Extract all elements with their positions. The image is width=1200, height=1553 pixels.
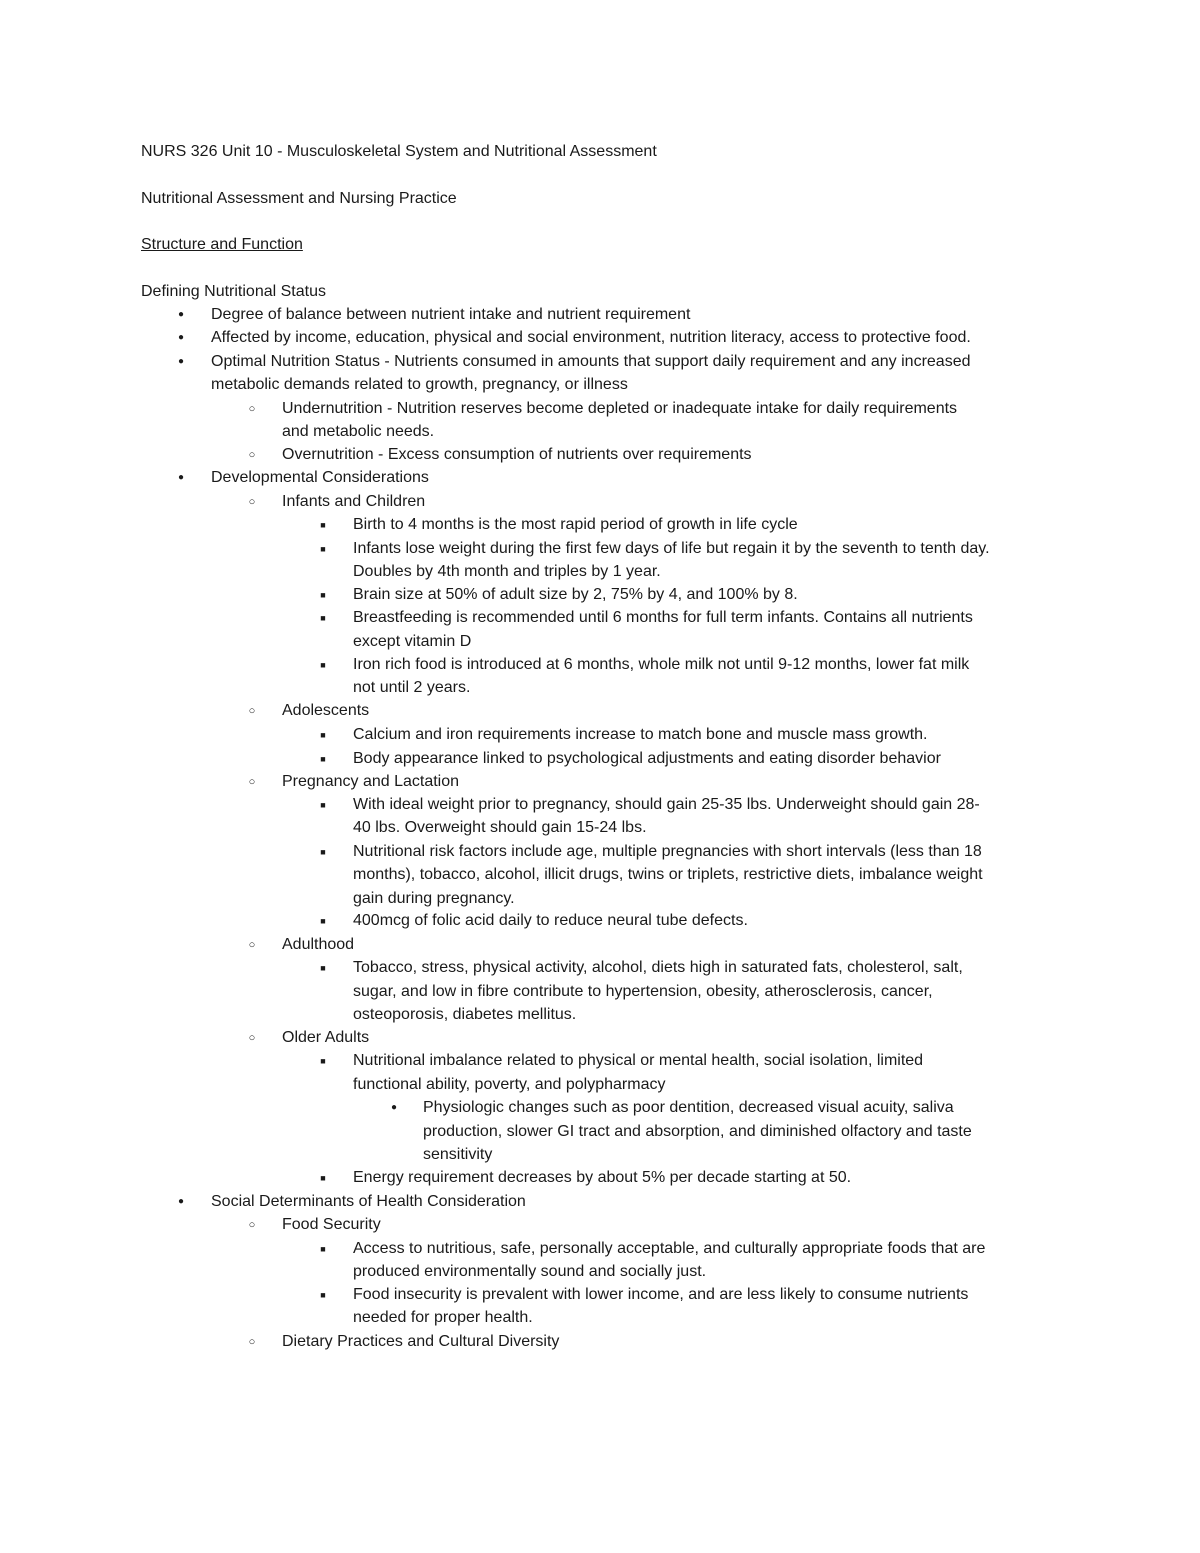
list-item-continuation: needed for proper health. [353,1309,533,1326]
list-item: Calcium and iron requirements increase to match bone and muscle mass growth. [353,726,928,743]
list-item: Social Determinants of Health Consideration [211,1193,526,1210]
circle-bullet-icon: ○ [248,449,256,461]
list-item-continuation: months), tobacco, alcohol, illicit drugs, twins or triplets, restrictive diets, imbalance weight [353,866,983,883]
square-bullet-icon: ■ [320,730,326,740]
list-item: Nutritional imbalance related to physical or mental health, social isolation, limited [353,1052,924,1069]
list-item: Access to nutritious, safe, personally acceptable, and culturally appropriate foods that are [353,1240,986,1257]
disc-bullet-icon: ● [177,1196,185,1207]
list-item: Breastfeeding is recommended until 6 months for full term infants. Contains all nutrients [353,609,973,626]
list-item: Older Adults [282,1029,370,1046]
list-item: Iron rich food is introduced at 6 months, whole milk not until 9-12 months, lower fat milk [353,656,970,673]
list-item-continuation: produced environmentally sound and socially just. [353,1263,707,1280]
list-item: Overnutrition - Excess consumption of nutrients over requirements [282,446,752,463]
list-item-continuation: not until 2 years. [353,679,471,696]
disc-bullet-icon: ● [177,472,185,483]
list-item: Infants and Children [282,493,426,510]
square-bullet-icon: ■ [320,847,326,857]
list-item: Energy requirement decreases by about 5% per decade starting at 50. [353,1169,852,1186]
disc-bullet-icon: ● [177,332,185,343]
square-bullet-icon: ■ [320,613,326,623]
list-item-continuation: production, slower GI tract and absorption, and diminished olfactory and taste [423,1123,972,1140]
list-item: Birth to 4 months is the most rapid period of growth in life cycle [353,516,798,533]
circle-bullet-icon: ○ [248,1032,256,1044]
section-heading: Structure and Function [141,236,303,253]
document-title: NURS 326 Unit 10 - Musculoskeletal System and Nutritional Assessment [141,143,657,160]
circle-bullet-icon: ○ [248,403,256,415]
list-item: Nutritional risk factors include age, multiple pregnancies with short intervals (less than 18 [353,843,982,860]
list-item-continuation: Doubles by 4th month and triples by 1 year. [353,563,661,580]
square-bullet-icon: ■ [320,544,326,554]
list-item: Food Security [282,1216,381,1233]
list-item: Pregnancy and Lactation [282,773,460,790]
square-bullet-icon: ■ [320,963,326,973]
circle-bullet-icon: ○ [248,705,256,717]
list-item-continuation: sensitivity [423,1146,493,1163]
square-bullet-icon: ■ [320,754,326,764]
list-item-continuation: except vitamin D [353,633,472,650]
list-item: Adulthood [282,936,355,953]
list-item: Physiologic changes such as poor dentition, decreased visual acuity, saliva [423,1099,954,1116]
list-item-continuation: 40 lbs. Overweight should gain 15-24 lbs. [353,819,647,836]
subsection-heading: Defining Nutritional Status [141,283,326,300]
square-bullet-icon: ■ [320,520,326,530]
square-bullet-icon: ■ [320,660,326,670]
circle-bullet-icon: ○ [248,496,256,508]
list-item: 400mcg of folic acid daily to reduce neural tube defects. [353,912,748,929]
circle-bullet-icon: ○ [248,1219,256,1231]
circle-bullet-icon: ○ [248,939,256,951]
square-bullet-icon: ■ [320,1056,326,1066]
square-bullet-icon: ■ [320,916,326,926]
list-item: Food insecurity is prevalent with lower income, and are less likely to consume nutrients [353,1286,969,1303]
list-item: Brain size at 50% of adult size by 2, 75% by 4, and 100% by 8. [353,586,798,603]
list-item: Developmental Considerations [211,469,429,486]
disc-bullet-icon: ● [177,356,185,367]
square-bullet-icon: ■ [320,1244,326,1254]
list-item: Tobacco, stress, physical activity, alcohol, diets high in saturated fats, cholesterol, salt, [353,959,963,976]
list-item-continuation: metabolic demands related to growth, pregnancy, or illness [211,376,628,393]
list-item: Dietary Practices and Cultural Diversity [282,1333,560,1350]
circle-bullet-icon: ○ [248,1336,256,1348]
disc-bullet-icon: ● [177,309,185,320]
circle-bullet-icon: ○ [248,776,256,788]
disc-bullet-icon: ● [390,1102,398,1113]
list-item-continuation: gain during pregnancy. [353,890,515,907]
list-item: Degree of balance between nutrient intake and nutrient requirement [211,306,691,323]
square-bullet-icon: ■ [320,590,326,600]
list-item-continuation: and metabolic needs. [282,423,435,440]
square-bullet-icon: ■ [320,800,326,810]
list-item: Body appearance linked to psychological adjustments and eating disorder behavior [353,750,941,767]
list-item-continuation: osteoporosis, diabetes mellitus. [353,1006,577,1023]
list-item-continuation: sugar, and low in fibre contribute to hypertension, obesity, atherosclerosis, cancer, [353,983,933,1000]
document-subtitle: Nutritional Assessment and Nursing Practice [141,190,457,207]
list-item: Optimal Nutrition Status - Nutrients consumed in amounts that support daily requirement and any increased [211,353,971,370]
list-item: Affected by income, education, physical and social environment, nutrition literacy, access to protective food. [211,329,971,346]
square-bullet-icon: ■ [320,1290,326,1300]
list-item: With ideal weight prior to pregnancy, should gain 25-35 lbs. Underweight should gain 28- [353,796,980,813]
list-item-continuation: functional ability, poverty, and polypharmacy [353,1076,666,1093]
square-bullet-icon: ■ [320,1173,326,1183]
list-item: Adolescents [282,702,370,719]
list-item: Undernutrition - Nutrition reserves become depleted or inadequate intake for daily requirements [282,400,958,417]
list-item: Infants lose weight during the first few days of life but regain it by the seventh to tenth day. [353,540,990,557]
